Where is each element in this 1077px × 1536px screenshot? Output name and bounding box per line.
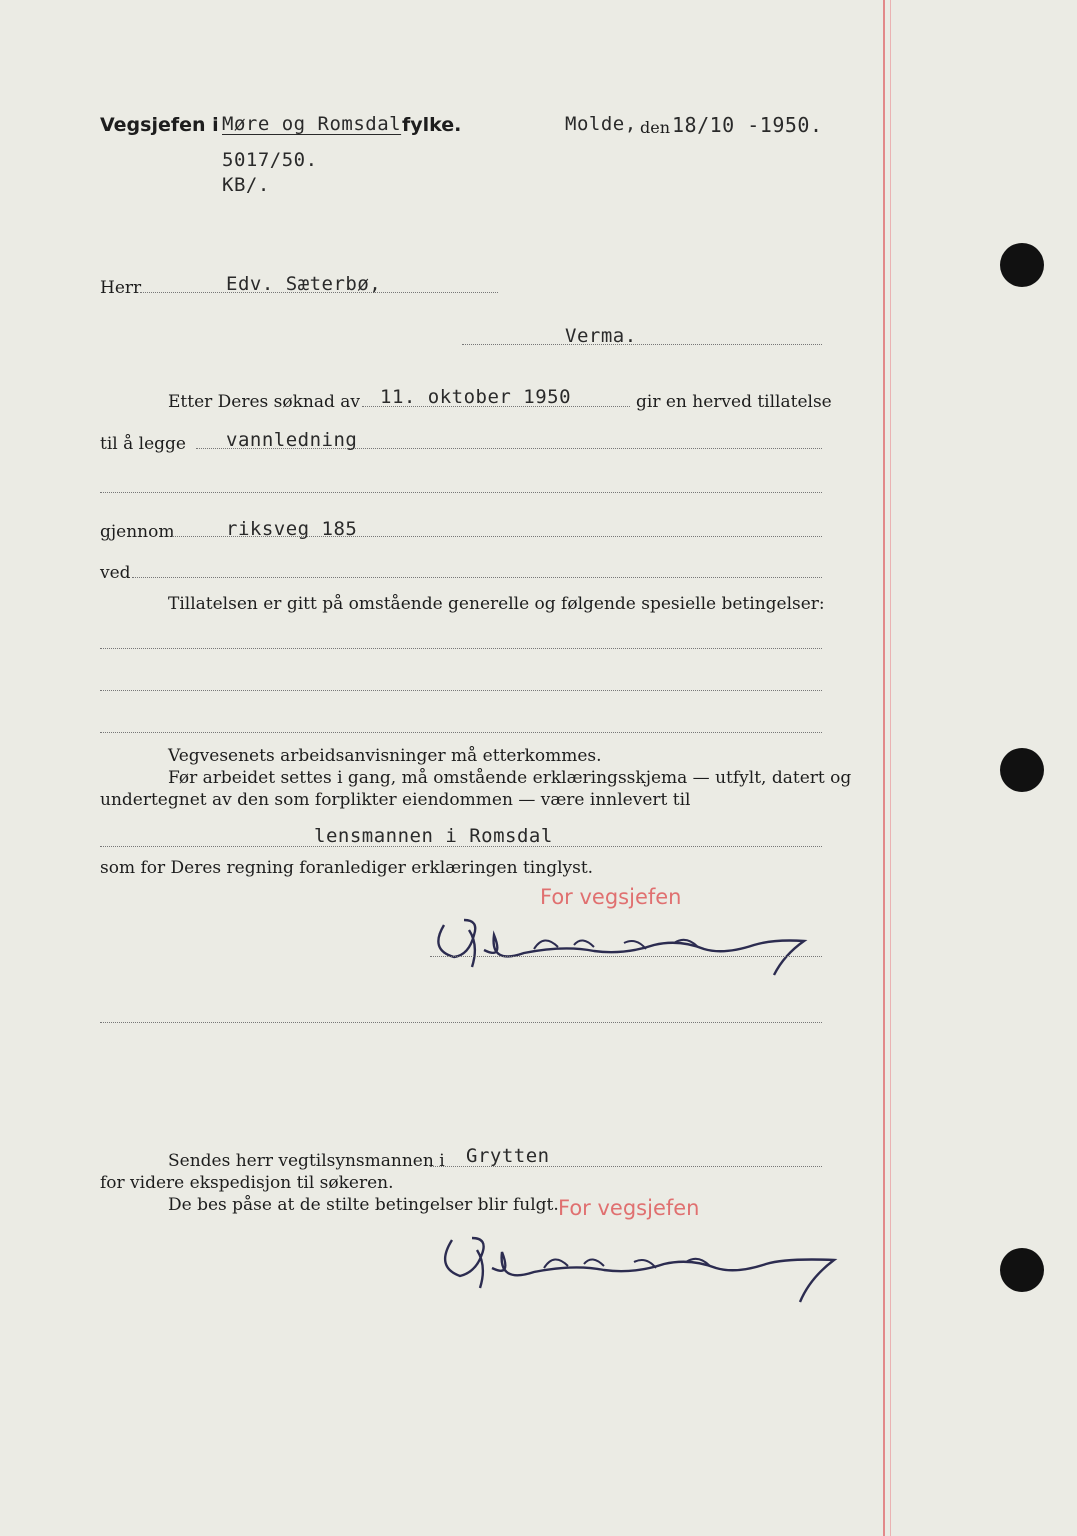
location-line bbox=[132, 577, 822, 578]
application-date: 11. oktober 1950 bbox=[380, 386, 572, 408]
through-label: gjennom bbox=[100, 522, 175, 542]
salutation: Herr bbox=[100, 278, 142, 298]
recipient-name: Edv. Sæterbø, bbox=[226, 273, 382, 295]
application-lead-text: Etter Deres søknad av bbox=[168, 392, 361, 412]
instruction-recipient: lensmannen i Romsdal bbox=[314, 825, 553, 847]
condition-line-1 bbox=[100, 648, 822, 649]
reference-number: 5017/50. bbox=[222, 149, 318, 171]
forwarding-line-3: De bes påse at de stilte betingelser blir fulgt. bbox=[168, 1195, 559, 1215]
to-lay-label: til å legge bbox=[100, 434, 186, 454]
handwritten-signature-2 bbox=[430, 1222, 850, 1312]
blank-line-1 bbox=[100, 492, 822, 493]
authority-suffix: fylke. bbox=[402, 114, 462, 136]
red-margin-line bbox=[883, 0, 885, 1536]
condition-line-2 bbox=[100, 690, 822, 691]
punch-hole-middle bbox=[1000, 748, 1044, 792]
signature-line-1 bbox=[430, 956, 822, 957]
road-name: riksveg 185 bbox=[226, 518, 358, 540]
application-tail-text: gir en herved tillatelse bbox=[636, 392, 832, 412]
forwarding-line-1: Sendes herr vegtilsynsmannen i bbox=[168, 1151, 445, 1171]
recipient-place-line bbox=[462, 344, 822, 345]
instruction-line-4: som for Deres regning foranlediger erklæringen tinglyst. bbox=[100, 858, 594, 878]
condition-line-3 bbox=[100, 732, 822, 733]
recipient-place: Verma. bbox=[565, 325, 637, 347]
den-label: den bbox=[640, 118, 671, 137]
place-name: Molde, bbox=[565, 113, 637, 135]
letter-date: 18/10 -1950. bbox=[672, 113, 823, 137]
instruction-line-3: undertegnet av den som forplikter eiendommen — være innlevert til bbox=[100, 790, 691, 810]
red-margin-line-secondary bbox=[890, 0, 891, 1536]
handwritten-signature bbox=[424, 905, 824, 985]
stamp-for-vegsjefen: For vegsjefen bbox=[540, 885, 682, 909]
initials: KB/. bbox=[222, 174, 270, 196]
instruction-line-1: Vegvesenets arbeidsanvisninger må etterkommes. bbox=[168, 746, 602, 766]
at-label: ved bbox=[100, 563, 131, 583]
stamp-for-vegsjefen-2: For vegsjefen bbox=[558, 1196, 700, 1220]
instruction-line-2: Før arbeidet settes i gang, må omstående erklæringsskjema — utfylt, datert og bbox=[168, 768, 852, 788]
authority-prefix: Vegsjefen i bbox=[100, 114, 219, 136]
punch-hole-top bbox=[1000, 243, 1044, 287]
punch-hole-bottom bbox=[1000, 1248, 1044, 1292]
installation-object: vannledning bbox=[226, 429, 358, 451]
forwarding-district: Grytten bbox=[466, 1145, 550, 1167]
blank-line-2 bbox=[100, 1022, 822, 1023]
forwarding-line-2: for videre ekspedisjon til søkeren. bbox=[100, 1173, 394, 1193]
conditions-text: Tillatelsen er gitt på omstående generelle og følgende spesielle betingelser: bbox=[168, 594, 825, 614]
county-name: Møre og Romsdal bbox=[222, 113, 402, 135]
